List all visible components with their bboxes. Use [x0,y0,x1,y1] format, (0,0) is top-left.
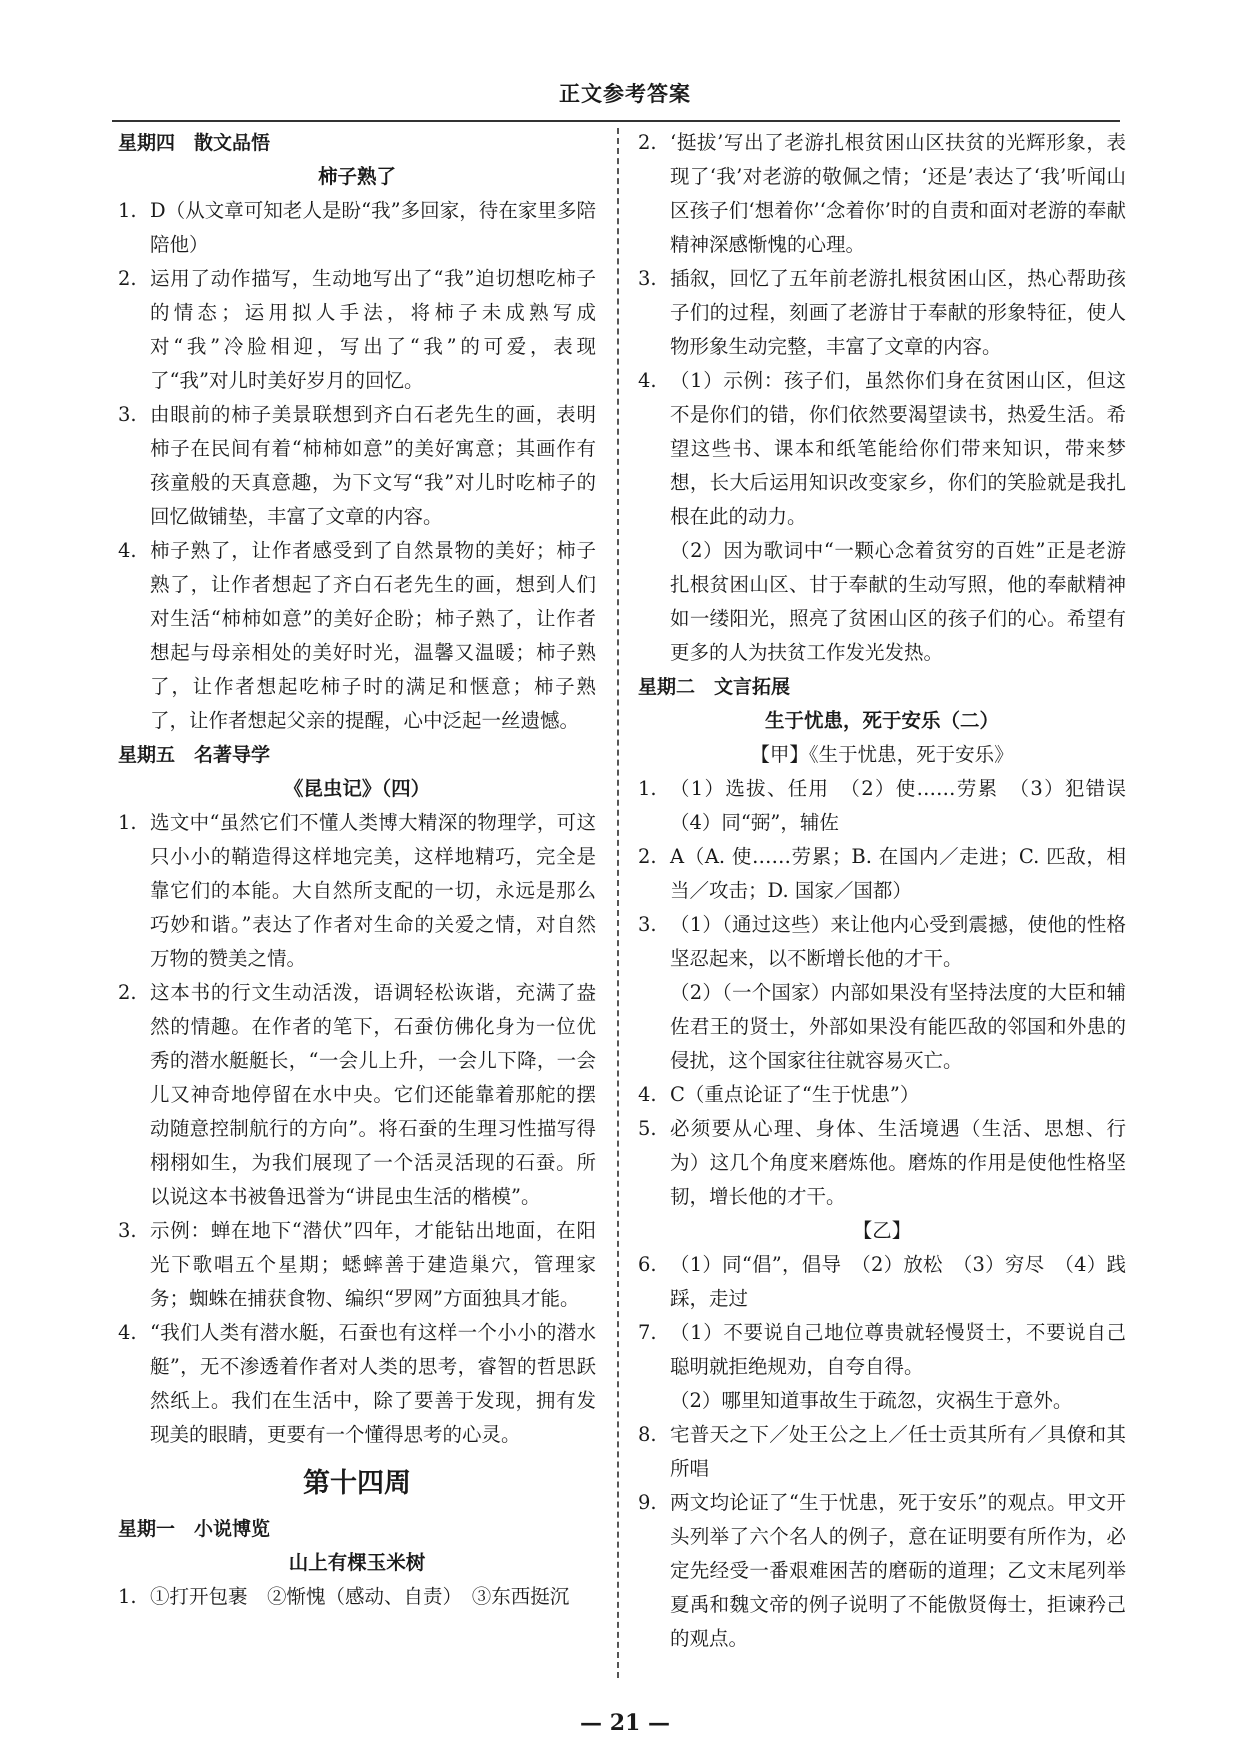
answer-list [118,194,596,738]
answer-item [118,976,596,1214]
page-number: — 21 — [580,1710,670,1736]
right-column [638,126,1146,1656]
answer-item [638,364,1126,534]
answer-text: 运用了动作描写，生动地写出了“我”迫切想吃柿子的情态；运用拟人手法，将柿子未成熟写成对“我”冷脸相迎，写出了“我”的可爱，表现了“我”对儿时美好岁月的回忆。 [150,267,596,392]
answer-list [638,1248,1126,1384]
section-label: 星期二 文言拓展 [638,676,791,698]
answer-text: 这本书的行文生动活泼，语调轻松诙谐，充满了盎然的情趣。在作者的笔下，石蚕仿佛化身为一位优秀的潜水艇艇长，“一会儿上升，一会儿下降，一会儿又神奇地停留在水中央。它们还能靠着那舵的摆动随意控制航行的方向”。将石蚕的生理习性描写得栩栩如生，为我们展现了一个活灵活现的石蚕。所以说这本书被鲁迅誉为“讲昆虫生活的楷模”。 [150,981,596,1208]
part-title-yi: 【乙】 [852,1219,912,1242]
answer-number: 3. [638,267,657,290]
answer-item [638,1112,1126,1214]
article-title: 山上有棵玉米树 [288,1551,426,1574]
article-title: 柿子熟了 [317,165,396,188]
answer-number: 2. [118,267,137,290]
answer-item [638,1418,1126,1486]
answer-text: ①打开包裹 ②惭愧（感动、自责） ③东西挺沉 [150,1585,570,1608]
answer-number: 3. [118,403,137,426]
answer-text: 必须要从心理、身体、生活境遇（生活、思想、行为）这几个角度来磨炼他。磨炼的作用是使他性格坚韧，增长他的才干。 [670,1117,1126,1208]
answer-text: D（从文章可知老人是盼“我”多回家，待在家里多陪陪他） [150,199,596,256]
answer-number: 1. [118,199,137,222]
answer-list [638,1078,1126,1214]
answer-item [638,1316,1126,1384]
answer-text: （1）同“倡”，倡导 （2）放松 （3）穷尽 （4）践踩，走过 [670,1253,1126,1310]
sub-answer: （2）因为歌词中“一颗心念着贫穷的百姓”正是老游扎根贫困山区、甘于奉献的生动写照，他的奉献精神如一缕阳光，照亮了贫困山区的孩子们的心。希望有更多的人为扶贫工作发光发热。 [670,539,1126,664]
answer-number: 1. [118,811,137,834]
section-label: 星期五 名著导学 [118,744,271,766]
answer-number: 2. [638,845,657,868]
answer-number: 4. [638,1083,657,1106]
answer-number: 4. [118,1321,137,1344]
sub-answer: （2）哪里知道事故生于疏忽，灾祸生于意外。 [670,1389,1073,1412]
answer-item [118,534,596,738]
answer-item [118,398,596,534]
answer-number: 8. [638,1423,657,1446]
answer-item [118,806,596,976]
answer-number: 1. [638,777,657,800]
answer-text: （1）示例：孩子们，虽然你们身在贫困山区，但这不是你们的错，你们依然要渴望读书，热爱生活。希望这些书、课本和纸笔能给你们带来知识，带来梦想，长大后运用知识改变家乡，你们的笑脸就是我扎根在此的动力。 [670,369,1126,528]
answer-number: 6. [638,1253,657,1276]
answer-number: 4. [118,539,137,562]
answer-number: 5. [638,1117,657,1140]
answer-number: 2. [118,981,137,1004]
answer-item [638,908,1126,976]
answer-number: 4. [638,369,657,392]
answer-item [118,1580,596,1614]
column-divider [617,128,619,1678]
answer-item [118,262,596,398]
answer-item [638,772,1146,840]
answer-list [118,806,596,1452]
answer-number: 1. [118,1585,137,1608]
answer-list [638,772,1146,976]
left-column [118,126,596,1614]
answer-item [118,194,596,262]
header-rule [112,120,1120,122]
answer-item [638,840,1126,908]
answer-text: 宅普天之下／处王公之上／任士贡其所有／具僚和其所唱 [670,1423,1126,1480]
answer-text: ‘挺拔’写出了老游扎根贫困山区扶贫的光辉形象，表现了‘我’对老游的敬佩之情；‘还是’表达了‘我’听闻山区孩子们‘想着你’‘念着你’时的自责和面对老游的奉献精神深感惭愧的心理。 [670,131,1126,256]
answer-list [118,1580,596,1614]
page-header: 正文参考答案 [559,82,691,106]
answer-item [118,1316,596,1452]
answer-item [638,126,1126,262]
answer-text: C（重点论证了“生于忧患”） [670,1083,920,1106]
answer-list [638,1418,1126,1656]
week-heading: 第十四周 [303,1468,411,1499]
answer-text: 由眼前的柿子美景联想到齐白石老先生的画，表明柿子在民间有着“柿柿如意”的美好寓意；其画作有孩童般的天真意趣，为下文写“我”对儿时吃柿子的回忆做铺垫，丰富了文章的内容。 [150,403,596,528]
answer-number: 3. [118,1219,137,1242]
answer-item [638,262,1126,364]
answer-text: A（A. 使……劳累；B. 在国内／走进；C. 匹敌，相当／攻击；D. 国家／国都） [670,845,1126,902]
answer-text: 柿子熟了，让作者感受到了自然景物的美好；柿子熟了，让作者想起了齐白石老先生的画，想到人们对生活“柿柿如意”的美好企盼；柿子熟了，让作者想起与母亲相处的美好时光，温馨又温暖；柿子熟了，让作者想起吃柿子时的满足和惬意；柿子熟了，让作者想起父亲的提醒，心中泛起一丝遗憾。 [150,539,596,732]
answer-item [638,1078,1126,1112]
answer-text: （1）选拔、任用 （2）使……劳累 （3）犯错误 （4）同“弼”，辅佐 [670,777,1146,834]
answer-number: 9. [638,1491,657,1514]
answer-item [638,1248,1126,1316]
section-label: 星期四 散文品悟 [118,132,271,154]
answer-number: 2. [638,131,657,154]
sub-answer: （2）（一个国家）内部如果没有坚持法度的大臣和辅佐君王的贤士，外部如果没有能匹敌的邻国和外患的侵扰，这个国家往往就容易灭亡。 [670,981,1126,1072]
article-title: 生于忧患，死于安乐（二） [764,709,999,732]
answer-item [118,1214,596,1316]
answer-list [638,126,1126,534]
answer-text: 选文中“虽然它们不懂人类博大精深的物理学，可这只小小的鞘造得这样地完美，这样地精巧，完全是靠它们的本能。大自然所支配的一切，永远是那么巧妙和谐。”表达了作者对生命的关爱之情，对自然万物的赞美之情。 [150,811,596,970]
article-title: 《昆虫记》（四） [283,777,431,800]
answer-text: “我们人类有潜水艇，石蚕也有这样一个小小的潜水艇”，无不渗透着作者对人类的思考，睿智的哲思跃然纸上。我们在生活中，除了要善于发现，拥有发现美的眼睛，更要有一个懂得思考的心灵。 [150,1321,596,1446]
answer-item [638,1486,1126,1656]
section-label: 星期一 小说博览 [118,1518,271,1540]
answer-text: （1）不要说自己地位尊贵就轻慢贤士，不要说自己聪明就拒绝规劝，自夸自得。 [670,1321,1126,1378]
answer-text: 示例：蝉在地下“潜伏”四年，才能钻出地面，在阳光下歌唱五个星期；蟋蟀善于建造巢穴，管理家务；蜘蛛在捕获食物、编织“罗网”方面独具才能。 [150,1219,596,1310]
answer-text: 插叙，回忆了五年前老游扎根贫困山区，热心帮助孩子们的过程，刻画了老游甘于奉献的形象特征，使人物形象生动完整，丰富了文章的内容。 [670,267,1126,358]
answer-number: 7. [638,1321,657,1344]
part-title-jia: 【甲】《生于忧患，死于安乐》 [750,743,1014,766]
answer-text: 两文均论证了“生于忧患，死于安乐”的观点。甲文开头列举了六个名人的例子，意在证明要有所作为，必定先经受一番艰难困苦的磨砺的道理；乙文末尾列举夏禹和魏文帝的例子说明了不能傲贤侮士，拒谏矜己的观点。 [670,1491,1126,1650]
answer-text: （1）（通过这些）来让他内心受到震撼，使他的性格坚忍起来，以不断增长他的才干。 [670,913,1126,970]
answer-number: 3. [638,913,657,936]
